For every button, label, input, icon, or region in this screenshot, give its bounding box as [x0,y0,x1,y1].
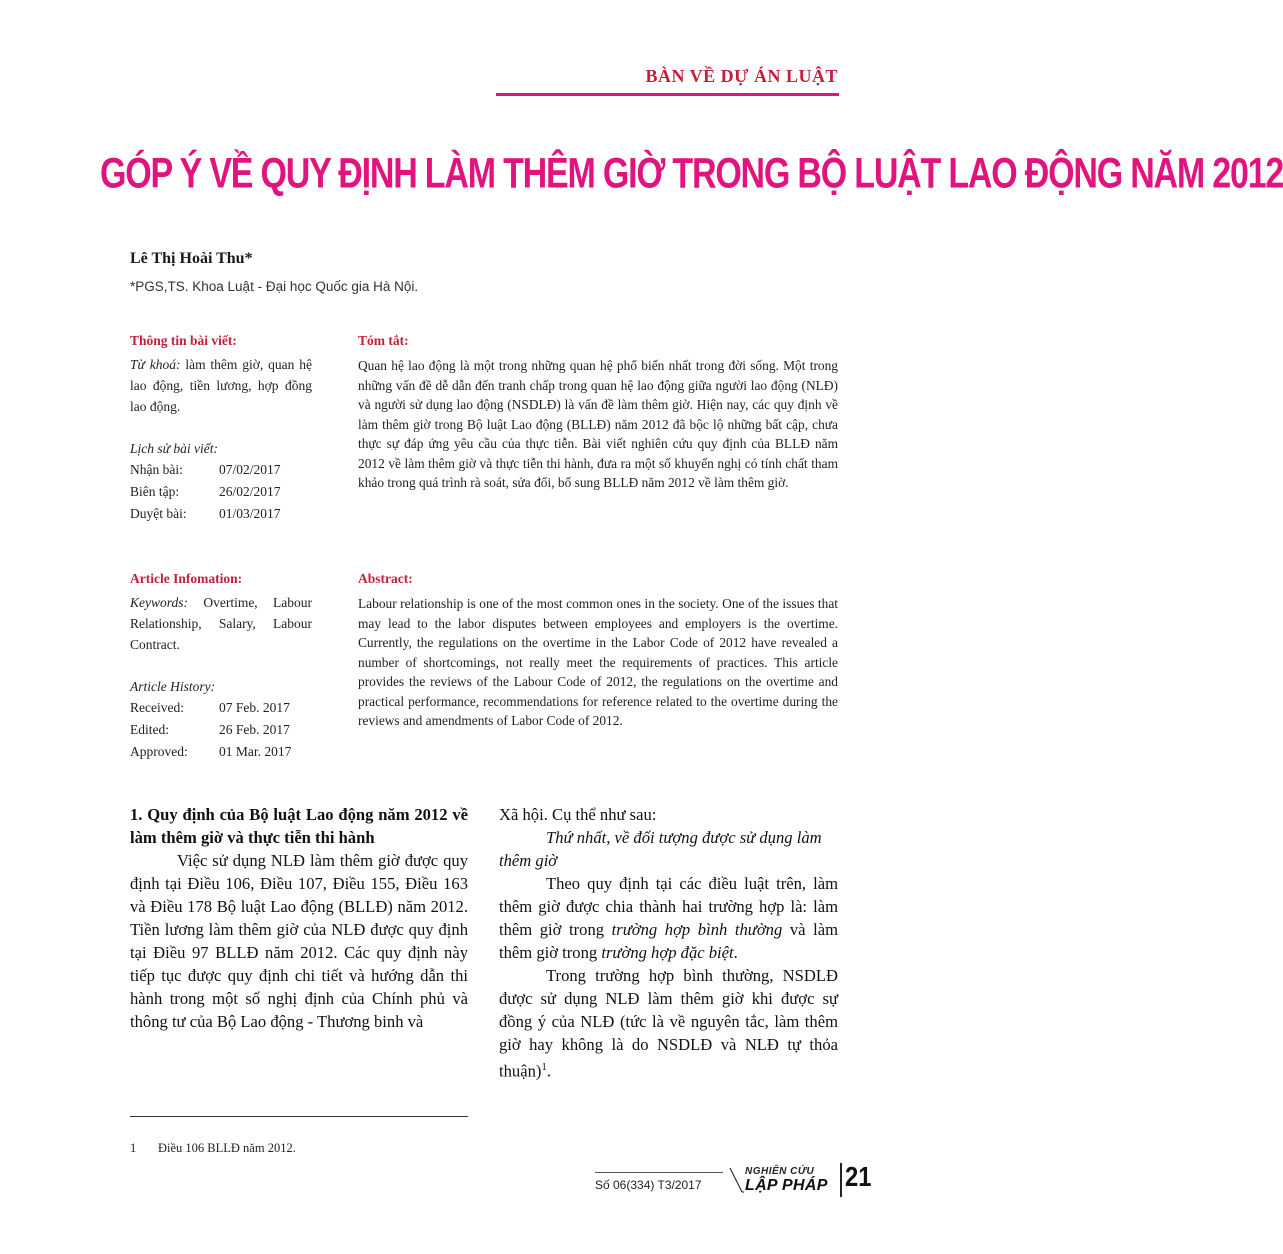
section-1-heading: 1. Quy định của Bộ luật Lao động năm 2012 về làm thêm giờ và thực tiễn thi hành [130,805,468,847]
footer-issue: Số 06(334) T3/2017 [595,1178,702,1192]
history-vi-key: Duyệt bài: [130,506,187,521]
history-vi-key: Biên tập: [130,484,180,499]
para2-emphasis-1: trường hợp bình thường [611,920,783,939]
article-title: GÓP Ý VỀ QUY ĐỊNH LÀM THÊM GIỜ TRONG BỘ LUẬT LAO ĐỘNG NĂM 2012 [100,150,1283,198]
info-en-keywords [130,592,312,655]
footnote-number: 1 [130,1141,137,1155]
para3-text: Trong trường hợp bình thường, NSDLĐ được sử dụng NLĐ làm thêm giờ khi được sự đồng ý của NLĐ (tức là về nguyên tắc, làm thêm giờ hay không là do NSDLĐ và NLĐ tự thỏa thuận) [499,966,838,1081]
info-en-heading: Article Infomation: [130,571,243,586]
brand-top: NGHIÊN CỨU [745,1166,815,1177]
para3-end: . [546,1061,552,1081]
section-rule [496,93,839,96]
body-paragraph [499,964,838,1083]
keywords-en-label: Keywords: [130,595,188,610]
abstract-en-heading: Abstract: [358,571,413,586]
history-en-row [130,697,312,719]
section-label [560,66,838,87]
footnote-rule [130,1116,468,1117]
author-affiliation: *PGS,TS. Khoa Luật - Đại học Quốc gia Hà Nội. [130,279,419,294]
history-vi-row [130,481,312,503]
page-number: 21 [845,1161,872,1192]
subheading-first-text: Thứ nhất, về đối tượng được sử dụng làm thêm giờ [499,828,822,870]
history-vi-date: 07/02/2017 [219,462,281,477]
footnote [130,1141,296,1156]
history-en-date: 01 Mar. 2017 [219,744,292,759]
keywords-vi-text: làm thêm giờ, quan hệ lao động, tiền lương, hợp đồng lao động. [130,357,312,414]
history-en-key: Received: [130,700,184,715]
brand-bottom: LẬP PHÁP [745,1177,828,1194]
history-vi-label-text: Lịch sử bài viết: [130,441,218,456]
body-paragraph-continued: Xã hội. Cụ thể như sau: [499,805,657,824]
para2-part-b: và làm thêm giờ trong [499,920,838,962]
footnote-text: Điều 106 BLLĐ năm 2012. [158,1141,296,1155]
para2-part-c: . [733,943,738,962]
history-vi-date: 01/03/2017 [219,506,281,521]
para2-emphasis-2: trường hợp đặc biệt [601,943,734,962]
history-en-row [130,741,312,763]
footer-divider [840,1163,842,1197]
abstract-vi-text: Quan hệ lao động là một trong những quan hệ phổ biến nhất trong đời sống. Một trong những vấn đề dễ dẫn đến tranh chấp trong quan hệ lao động giữa người lao động (NLĐ) và người sử dụng lao động (NSDLĐ) là vấn đề làm thêm giờ. Hiện nay, các quy định về làm thêm giờ trong Bộ luật Lao động (BLLĐ) năm 2012 đã bộc lộ những bất cập, chưa thực sự đáp ứng yêu cầu của thực tiễn. Bài viết nghiên cứu quy định của BLLĐ năm 2012 về làm thêm giờ và thực tiễn thi hành, đưa ra một số khuyến nghị có tính chất tham khảo trong quá trình rà soát, sửa đổi, bổ sung BLLĐ năm 2012 về làm thêm giờ. [358,358,838,490]
history-en-row [130,719,312,741]
info-vi-block [130,354,312,525]
history-en-date: 07 Feb. 2017 [219,700,290,715]
brand-slash-icon [728,1168,744,1194]
history-en-label [130,676,312,697]
history-en-key: Edited: [130,722,169,737]
abstract-vi-heading: Tóm tắt: [358,333,409,348]
footnote-ref[interactable]: 1 [541,1061,547,1073]
info-vi-heading: Thông tin bài viết: [130,333,237,348]
history-en-date: 26 Feb. 2017 [219,722,290,737]
info-en-block [130,592,312,763]
history-vi-row [130,503,312,525]
body-left-column [130,803,468,1033]
history-en-key: Approved: [130,744,188,759]
history-vi-key: Nhận bài: [130,462,183,477]
history-en-label-text: Article History: [130,679,216,694]
abstract-en-text: Labour relationship is one of the most common ones in the society. One of the issues that may lead to the labor disputes between employees and employers is the overtime. Currently, the regulations on the overtime in the Labor Code of 2012 have revealed a number of shortcomings, not really meet the requirements of practices. This article provides the reviews of the Labour Code of 2012, the regulations on the overtime and practical performance, recommendations for reference related to the overtime during the reviews and amendments of Labor Code of 2012. [358,596,838,728]
keywords-vi-label: Từ khoá: [130,357,181,372]
keywords-en-text: Overtime, Labour Relationship, Salary, Labour Contract. [130,595,312,652]
author-name: Lê Thị Hoài Thu* [130,250,253,267]
history-vi-label [130,438,312,459]
footer-issue-rule [595,1172,723,1173]
subheading-first [499,826,838,872]
body-paragraph: Việc sử dụng NLĐ làm thêm giờ được quy định tại Điều 106, Điều 107, Điều 155, Điều 163 và Điều 178 Bộ luật Lao động (BLLĐ) năm 2012. Tiền lương làm thêm giờ của NLĐ được quy định tại Điều 97 BLLĐ năm 2012. Các quy định này tiếp tục được quy định chi tiết và hướng dẫn thi hành trong một số nghị định của Chính phủ và thông tư của Bộ Lao động - Thương binh và [130,851,468,1031]
history-vi-row [130,459,312,481]
history-vi-date: 26/02/2017 [219,484,281,499]
info-vi-keywords [130,354,312,417]
section-label-text: BÀN VỀ DỰ ÁN LUẬT [645,66,838,86]
body-paragraph [499,872,838,964]
para2-part-a: Theo quy định tại các điều luật trên, làm thêm giờ được chia thành hai trường hợp là: làm thêm giờ trong [499,874,838,939]
body-right-column [499,803,838,1083]
